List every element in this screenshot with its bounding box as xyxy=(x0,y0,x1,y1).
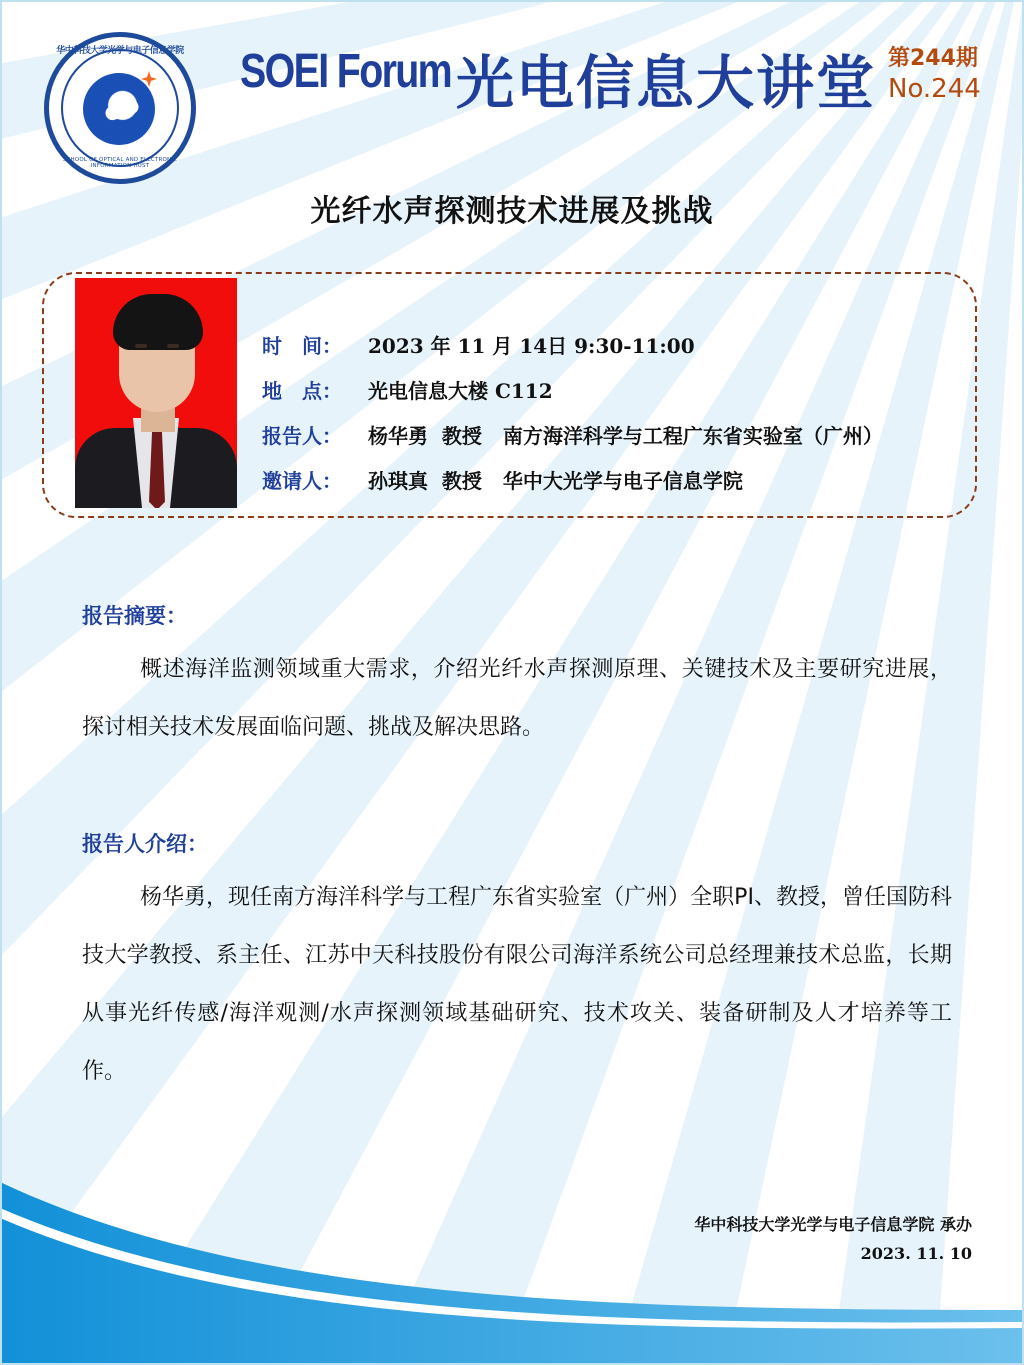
location-value: 光电信息大楼 C112 xyxy=(368,379,553,403)
issue-number-en: No.244 xyxy=(888,74,981,104)
inviter-value: 孙琪真 教授 华中大光学与电子信息学院 xyxy=(368,469,743,493)
inviter-label: 邀请人： xyxy=(262,469,342,493)
issue-number-cn: 第244期 xyxy=(888,46,978,71)
time-label: 时 间： xyxy=(262,334,342,358)
speaker-value: 杨华勇 教授 南方海洋科学与工程广东省实验室（广州） xyxy=(368,424,883,448)
talk-title: 光纤水声探测技术进展及挑战 xyxy=(310,194,714,229)
location-label: 地 点： xyxy=(262,379,342,403)
logo-school-name-en: SCHOOL OF OPTICAL AND ELECTRONIC INFORMATION HUST xyxy=(62,157,178,169)
bio-text: 杨华勇，现任南方海洋科学与工程广东省实验室（广州）全职PI、教授，曾任国防科技大学教授、系主任、江苏中天科技股份有限公司海洋系统公司总经理兼技术总监，长期从事光纤传感/海洋观测/水声探测领域基础研究、技术攻关、装备研制及人才培养等工作。 xyxy=(82,885,952,1084)
photo-hair xyxy=(113,294,203,350)
abstract-heading: 报告摘要： xyxy=(82,604,187,628)
photo-eye-right xyxy=(167,344,179,348)
info-row-time xyxy=(262,322,883,367)
photo-eye-left xyxy=(135,344,147,348)
organizer: 华中科技大学光学与电子信息学院 承办 xyxy=(694,1215,972,1234)
info-row-inviter xyxy=(262,457,883,502)
bio-heading: 报告人介绍： xyxy=(82,832,208,856)
speaker-photo xyxy=(75,278,237,508)
time-value: 2023 年 11 月 14日 9:30-11:00 xyxy=(368,334,695,358)
issue-number xyxy=(888,44,981,104)
speaker-label: 报告人： xyxy=(262,424,342,448)
school-logo xyxy=(44,32,196,184)
info-row-location xyxy=(262,367,883,412)
publish-date: 2023. 11. 10 xyxy=(860,1244,972,1263)
info-row-speaker xyxy=(262,412,883,457)
abstract-text: 概述海洋监测领域重大需求，介绍光纤水声探测原理、关键技术及主要研究进展，探讨相关技术发展面临问题、挑战及解决思路。 xyxy=(82,657,952,740)
logo-school-name-cn: 华中科技大学光学与电子信息学院 xyxy=(56,46,184,56)
info-rows xyxy=(262,322,883,502)
forum-title-cn: 光电信息大讲堂 xyxy=(456,49,877,117)
forum-title-en: SOEI Forum xyxy=(240,45,452,98)
